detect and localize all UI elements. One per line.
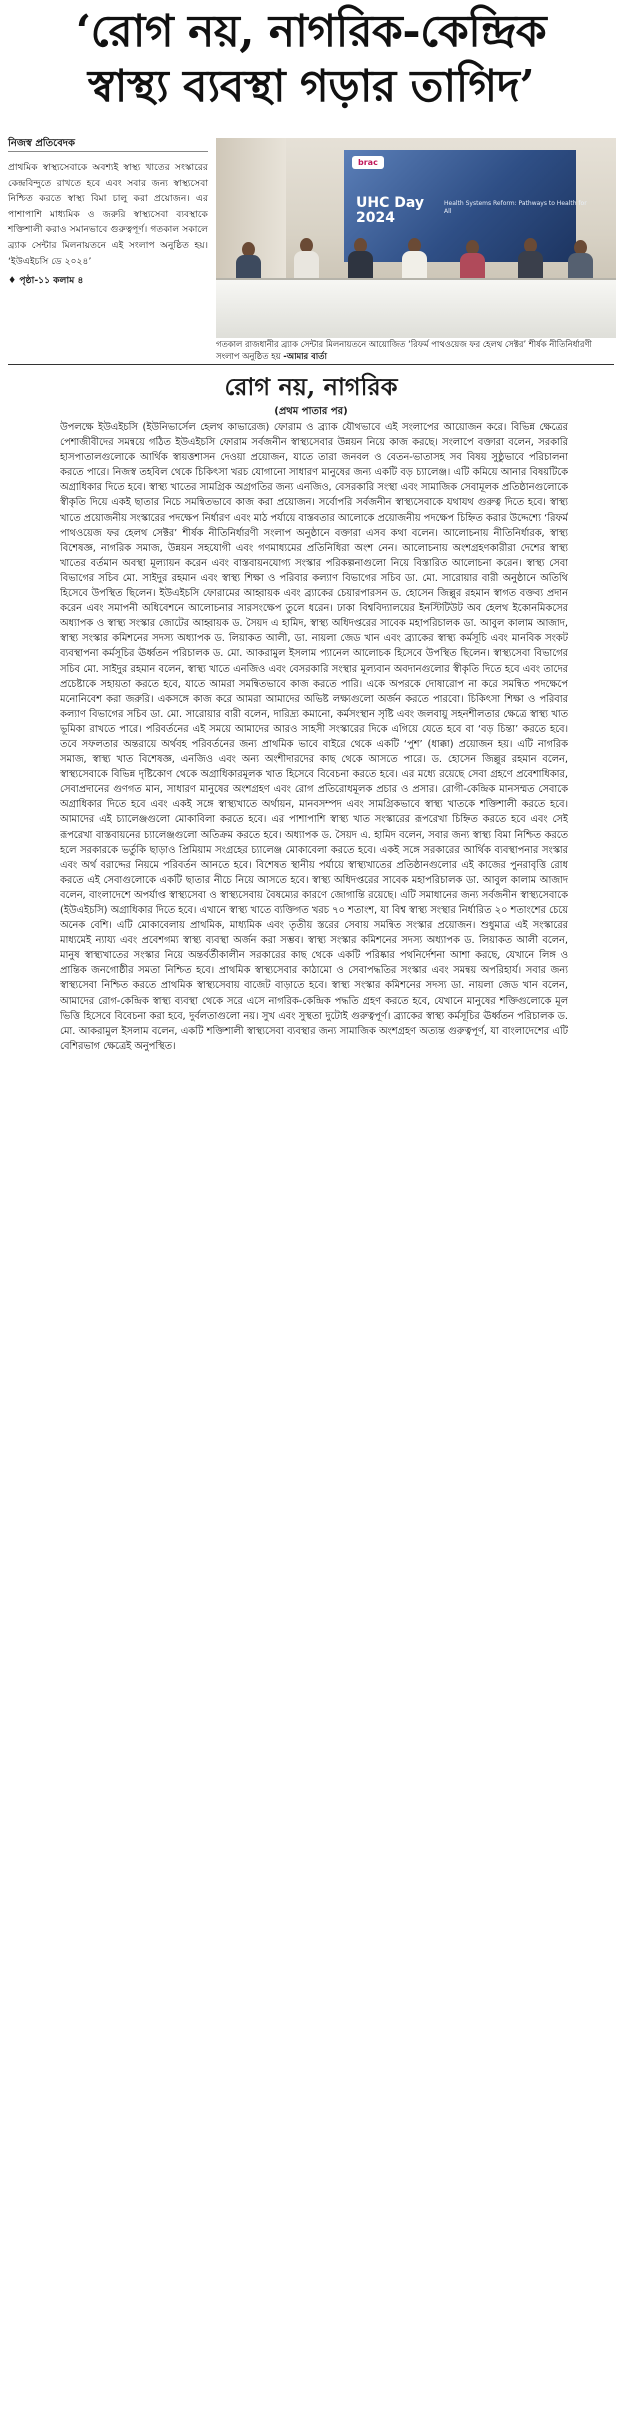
- article-body: উপলক্ষে ইউএইচসি (ইউনিভার্সেল হেলথ কাভারেজ) ফোরাম ও ব্র্যাক যৌথভাবে এই সংলাপের আয়োজন করে। বিভিন্ন ক্ষেত্রের পেশাজীবীদের সমন্বয়ে গঠিত ইউএইচসি ফোরাম সর্বজনীন স্বাস্থ্যসেবার উন্নয়ন নিয়ে কাজ করছে। সংলাপে বক্তারা বলেন, সরকারি হাসপাতালগুলোকে আর্থিক স্বায়ত্তশাসন দেওয়া প্রয়োজন, যাতে তারা জনবল ও বেতন-ভাতাসহ সব বিষয় সুষ্ঠুভাবে পরিচালনা করতে পারে। নিজস্ব তহবিল থেকে চিকিৎসা খরচ যোগানো সাধারণ মানুষের জন্য একটি বড় চ্যালেঞ্জ। এটি কমিয়ে আনার বিষয়টিকে অগ্রাধিকার দিতে হবে। স্বাস্থ্য খাতের সামগ্রিক অগ্রগতির জন্য এনজিও, বেসরকারি সংস্থা এবং সামাজিক সেবামূলক প্রতিষ্ঠানগুলোকে স্বীকৃতি দিয়ে একই ছাতার নিচে সমন্বিতভাবে কাজ করা প্রয়োজন। সর্বোপরি সর্বজনীন স্বাস্থ্যসেবাকে যথাযথ গুরুত্ব দিতে হবে। স্বাস্থ্য খাতে প্রয়োজনীয় সংস্কারের পদক্ষেপ নির্ধারণ এবং মাঠ পর্যায়ে বাস্তবতার আলোকে প্রয়োজনীয় পদক্ষেপ চিহ্নিত করার উদ্দেশ্যে ‘রিফর্ম পাথওয়েজ ফর হেলথ সেক্টর’ শীর্ষক নীতিনির্ধারণী সংলাপ অনুষ্ঠানে বক্তারা এসব কথা বলেন। আলোচনায় নীতিনির্ধারক, স্বাস্থ্য বিশেষজ্ঞ, নাগরিক সমাজ, উন্নয়ন সহযোগী এবং গণমাধ্যমের প্রতিনিধিরা অংশ নেন। আলোচনায় অংশগ্রহণকারীরা দেশের স্বাস্থ্য খাতের বর্তমান অবস্থা মূল্যায়ন করেন এবং বাস্তবায়নযোগ্য সংস্কার পরিকল্পনাগুলো নিয়ে বিস্তারিত আলোচনা করেন। স্বাস্থ্য সেবা বিভাগের সচিব মো. সাইদুর রহমান এবং স্বাস্থ্য শিক্ষা ও পরিবার কল্যাণ বিভাগের সচিব ডা. মো. সারোয়ার বারী অনুষ্ঠানে অতিথি হিসেবে উপস্থিত ছিলেন। ইউএইচসি ফোরামের আহ্বায়ক এবং ব্র্যাকের চেয়ারপারসন ড. হোসেন জিল্লুর রহমান স্বাগত বক্তব্য প্রদান করেন এবং সমাপনী অধিবেশনে আলোচনার সারসংক্ষেপ তুলে ধরেন। ঢাকা বিশ্ববিদ্যালয়ের ইনস্টিটিউট অব হেলথ ইকোনমিকসের অধ্যাপক ও স্বাস্থ্য সংস্কার জোটের আহ্বায়ক ড. সৈয়দ এ হামিদ, স্বাস্থ্য অধিদপ্তরের সাবেক মহাপরিচালক ডা. আবুল কালাম আজাদ, স্বাস্থ্য সংস্কার কমিশনের সদস্য অধ্যাপক ড. লিয়াকত আলী, ডা. নায়লা জেড খান এবং ব্র্যাকের স্বাস্থ্য কর্মসূচি এবং মানবিক সংকট ব্যবস্থাপনা কর্মসূচির ঊর্ধ্বতন পরিচালক ড. মো. আকরামুল ইসলাম প্যানেল আলোচক হিসেবে উপস্থিত ছিলেন। স্বাস্থ্যসেবা বিভাগের সচিব মো. সাইদুর রহমান বলেন, স্বাস্থ্য খাতে এনজিও এবং বেসরকারি সংস্থার মূল্যবান অবদানগুলোর স্বীকৃতি দিতে হবে এবং তাদের প্রচেষ্টাকে সহায়তা করতে হবে, যাতে আমরা সমন্বিতভাবে কাজ করতে পারি। একে অপরকে দোষারোপ না করে সমন্বিত পদক্ষেপে মনোনিবেশ করা জরুরি। একসঙ্গে কাজ করে আমরা আমাদের অভিষ্ট লক্ষ্যগুলো অর্জন করতে পারবো। চিকিৎসা শিক্ষা ও পরিবার কল্যাণ বিভাগের সচিব ডা. মো. সারোয়ার বারী বলেন, দারিদ্র্য কমানো, কর্মসংস্থান সৃষ্টি এবং জলবায়ু সহনশীলতার ক্ষেত্রে স্বাস্থ্য খাত ভূমিকা রাখতে পারে। পরিবর্তনের এই সময়ে আমাদের আরও সাহসী সংস্কারের দিকে এগিয়ে যেতে হবে বা ‘বড় চিন্তা’ করতে হবে। তবে সফলতার অন্তরায়ে অর্থবহ পরিবর্তনের জন্য প্রাথমিক ভাবে বাইরে থেকে একটি ‘পুশ’ (ধাক্কা) প্রয়োজন হয়। এটি নাগরিক সমাজ, স্বাস্থ্য খাত বিশেষজ্ঞ, এনজিও এবং অন্য অংশীদারদের কাছ থেকে আসতে পারে। ড. হোসেন জিল্লুর রহমান বলেন, স্বাস্থ্যসেবাকে বিভিন্ন দৃষ্টিকোণ থেকে অগ্রাধিকারমূলক খাত হিসেবে বিবেচনা করতে হবে। এর মধ্যে রয়েছে সেবা গ্রহণে প্রবেশাধিকার, সেবাপ্রদানের গুণগত মান, সাধারণ মানুষের অংশগ্রহণ এবং রোগ প্রতিরোধমূলক প্রচার ও প্রসার। রোগী-কেন্দ্রিক মানসম্মত সেবাকে অগ্রাধিকার দিতে হবে এবং একই সঙ্গে স্বাস্থ্যখাতে অর্থায়ন, মানবসম্পদ এবং সামগ্রিকভাবে স্বাস্থ্য খাতকে শক্তিশালী করতে হবে। আমাদের এই চ্যালেঞ্জগুলো মোকাবিলা করতে হবে। এর পাশাপাশি স্বাস্থ্য খাত সংস্কারের রূপরেখা চিহ্নিত করতে হবে এবং সেই রূপরেখা বাস্তবায়নের চ্যালেঞ্জগুলো অতিক্রম করতে হবে। অধ্যাপক ড. সৈয়দ এ. হামিদ বলেন, সবার জন্য স্বাস্থ্য বিমা নিশ্চিত করতে হলে সরকারকে ভর্তুকি ছাড়াও প্রিমিয়াম সংগ্রহের চ্যালেঞ্জ মোকাবেলা করতে হবে। একই সঙ্গে সরকারের আর্থিক ব্যবস্থাপনার সংস্কার এবং অর্থ বরাদ্দের নিয়মে পরিবর্তন আনতে হবে। বিশেষত স্থানীয় পর্যায়ে স্বাস্থ্যখাতের প্রতিষ্ঠানগুলোর এই কাজের পুনরাবৃত্তি রোধ করতে এই সেবাগুলোকে একটি ছাতার নীচে নিয়ে আসতে হবে। স্বাস্থ্য অধিদপ্তরের সাবেক মহাপরিচালক ডা. আবুল কালাম আজাদ বলেন, বাংলাদেশে অপর্যাপ্ত স্বাস্থ্যসেবা ও স্বাস্থ্যসেবায় বৈষম্যের কারণে জোগান্তি রয়েছে। এটি সমাধানের জন্য সর্বজনীন স্বাস্থ্যসেবাকে (ইউএইচসি) অগ্রাধিকার দিতে হবে। এখানে স্বাস্থ্য খাতে ব্যক্তিগত খরচ ৭০ শতাংশ, যা বিশ্ব স্বাস্থ্য সংস্থার নির্ধারিত ২০ শতাংশের চেয়ে অনেক বেশি। এটি মোকাবেলায় প্রাথমিক, মাধ্যমিক এবং তৃতীয় স্তরের সেবায় সমন্বিত সংস্কার প্রয়োজন। শুধুমাত্র এই সংস্কারের মাধ্যমেই ন্যায্য এবং প্রবেশগম্য স্বাস্থ্য ব্যবস্থা অর্জন করা সম্ভব। স্বাস্থ্য সংস্কার কমিশনের সদস্য অধ্যাপক ড. লিয়াকত আলী বলেন, মানুষ স্বাস্থ্যখাতের সংস্কার নিয়ে অন্তর্বর্তীকালীন সরকারের কাছ থেকে একটি পরিষ্কার পথনির্দেশনা আশা করছে, যেখানে লিঙ্গ ও প্রান্তিক জনগোষ্ঠীর সমতা নিশ্চিত হবে। প্রাথমিক স্বাস্থ্যসেবার কাঠামো ও সেবাপদ্ধতির সংস্কার এবং সমন্বয় অপরিহার্য। সবার জন্য স্বাস্থ্যসেবা নিশ্চিত করতে প্রাথমিক স্বাস্থ্যসেবায় বাজেট বাড়াতে হবে। স্বাস্থ্য সংস্কার কমিশনের সদস্য ডা. নায়লা জেড খান বলেন, আমাদের রোগ-কেন্দ্রিক স্বাস্থ্য ব্যবস্থা থেকে সরে এসে নাগরিক-কেন্দ্রিক পদ্ধতি গ্রহণ করতে হবে, যেখানে মানুষের শক্তিগুলোকে মূল ভিত্তি হিসেবে বিবেচনা করা হবে, দুর্বলতাগুলো নয়। সুখ এবং সুস্থতা দুটোই গুরুত্বপূর্ণ। ব্র্যাকের স্বাস্থ্য কর্মসূচির ঊর্ধ্বতন পরিচালক ড. মো. আকরামুল ইসলাম বলেন, একটি শক্তিশালী স্বাস্থ্যসেবা ব্যবস্থার জন্য সামাজিক অংশগ্রহণ অত্যন্ত গুরুত্বপূর্ণ, যা বাংলাদেশের এটি বেশিরভাগ ক্ষেত্রেই অনুপস্থিত।: [60, 422, 568, 1052]
- jump-reference: ♦ পৃষ্ঠা-১১ কলাম ৪: [8, 275, 84, 287]
- headline: [14, 4, 608, 114]
- byline-rule: [8, 151, 208, 152]
- brac-logo: brac: [352, 156, 384, 169]
- continuation-title: রোগ নয়, নাগরিক: [224, 372, 398, 401]
- headline-line-2: স্বাস্থ্য ব্যবস্থা গড়ার তাগিদ’: [87, 61, 535, 112]
- continuation-subtitle: (প্রথম পাতার পর): [274, 406, 348, 417]
- caption-credit: -আমার বার্তা: [283, 351, 327, 361]
- lead-text: প্রাথমিক স্বাস্থ্যসেবাকে অবশ্যই স্বাস্থ্য খাতের সংস্কারের কেন্দ্রবিন্দুতে রাখতে হবে এবং সবার জন্য স্বাস্থ্যসেবা নিশ্চিত করতে স্বাস্থ্য বিমা চালু করা প্রয়োজন। এর পাশাপাশি মাধ্যমিক ও জরুরি স্বাস্থ্যসেবা ব্যবস্থাকে শক্তিশালী করাও সমানভাবে গুরুত্বপূর্ণ। গতকাল সকালে ব্র্যাক সেন্টার মিলনায়তনে এই সংলাপ অনুষ্ঠিত হয়। ‘ইউএইচসি ডে ২০২৪’: [8, 162, 208, 267]
- byline: নিজস্ব প্রতিবেদক: [8, 138, 76, 149]
- projection-screen: [344, 150, 587, 262]
- event-photo: [216, 138, 616, 338]
- screen-title-line-1: UHC Day: [356, 195, 424, 211]
- headline-line-1: ‘রোগ নয়, নাগরিক-কেন্দ্রিক: [75, 6, 547, 57]
- panel-table: [216, 278, 616, 338]
- caption-text: গতকাল রাজধানীর ব্র্যাক সেন্টার মিলনায়তনে আয়োজিত ‘রিফর্ম পাথওয়েজ ফর হেলথ সেক্টর’ শীর্ষক নীতিনির্ধারণী সংলাপ অনুষ্ঠিত হয়: [216, 339, 592, 361]
- photo-caption: [216, 338, 616, 362]
- lead-paragraph: [8, 160, 208, 289]
- screen-subtitle: Health Systems Reform: Pathways to Health for All: [444, 200, 587, 215]
- screen-title-line-2: 2024: [356, 210, 395, 226]
- section-divider: [8, 364, 614, 365]
- screen-title: [356, 196, 424, 226]
